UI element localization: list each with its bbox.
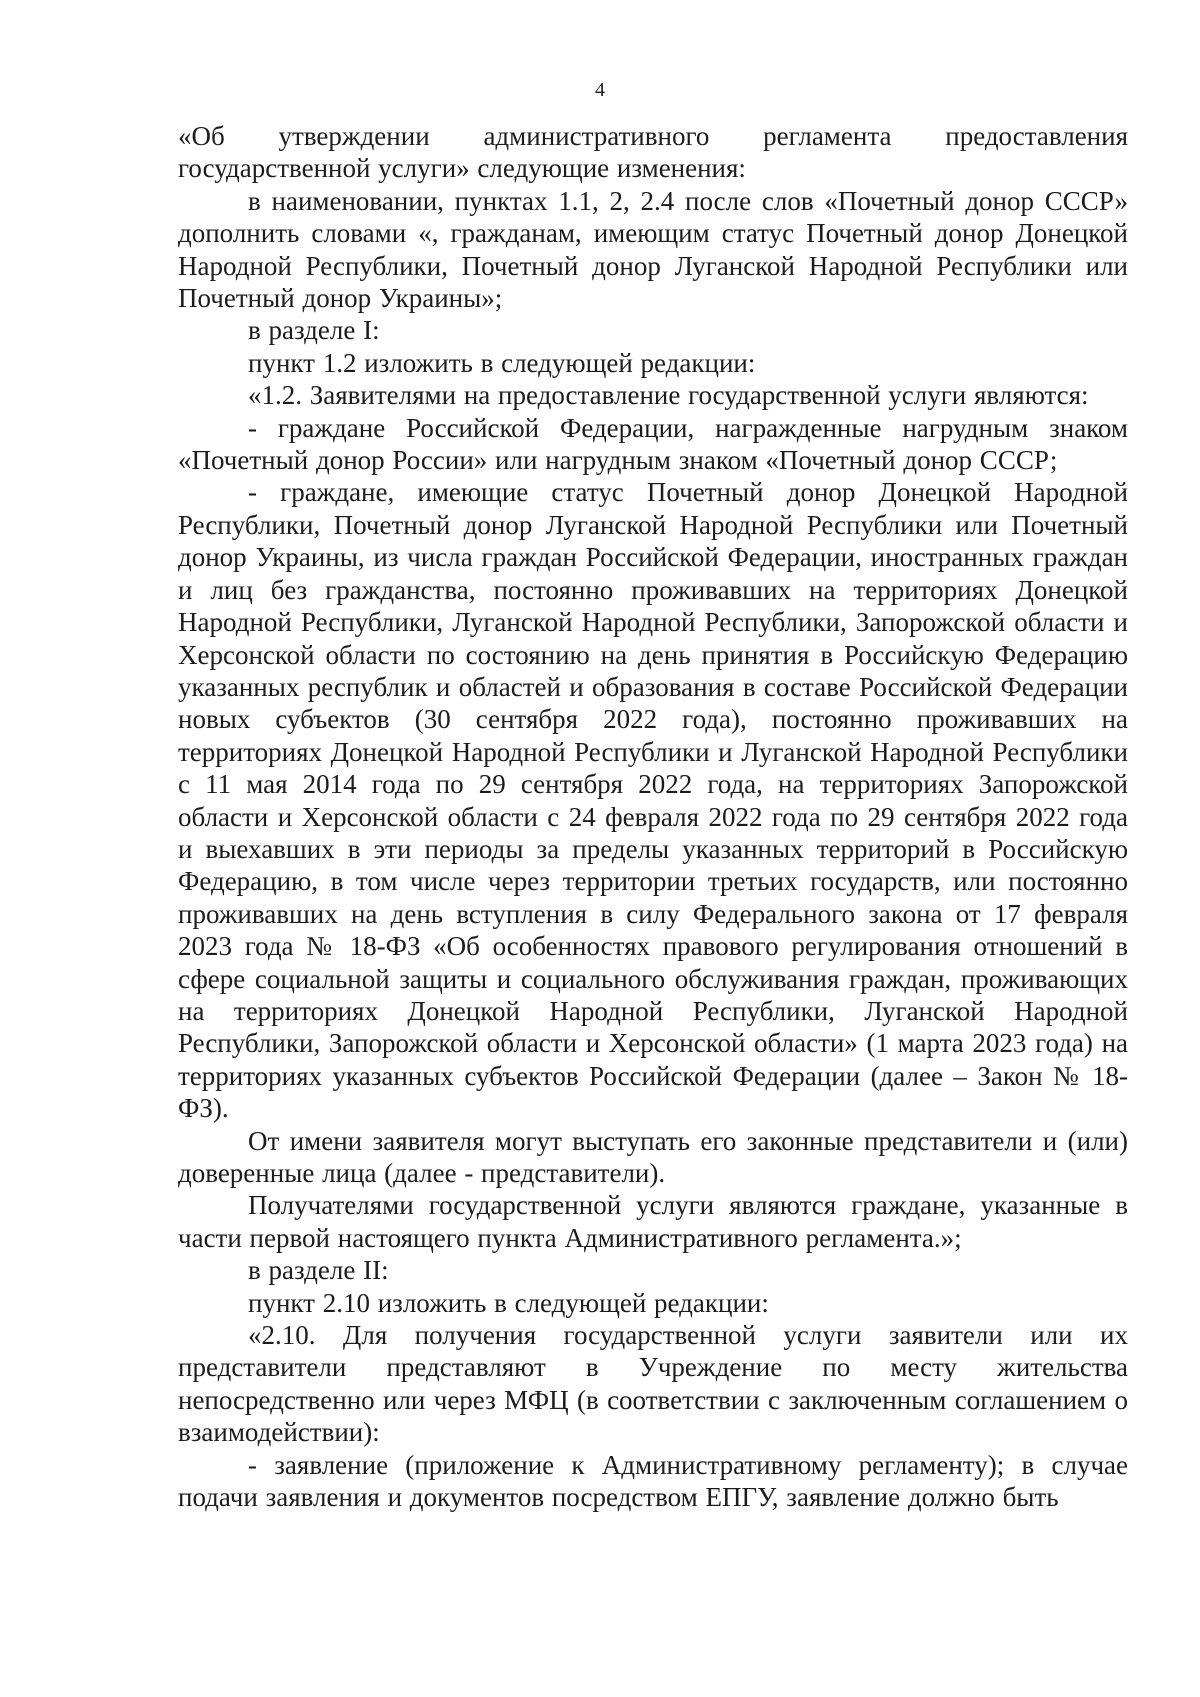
paragraph: От имени заявителя могут выступать его законные представители и (или) доверенные лица (далее - представители). bbox=[178, 1125, 1128, 1188]
page-number: 4 bbox=[595, 79, 605, 101]
document-body bbox=[178, 120, 1128, 1513]
paragraph: - заявление (приложение к Административному регламенту); в случае подачи заявления и документов посредством ЕПГУ, заявление должно быть bbox=[178, 1449, 1128, 1513]
paragraph: «2.10. Для получения государственной услуги заявители или их представители представляют в Учреждение по месту жительства непосредственно или через МФЦ (в соответствии с заключенным соглашением о взаимодействии): bbox=[178, 1320, 1128, 1448]
paragraph: Получателями государственной услуги являются граждане, указанные в части первой настоящего пункта Административного регламента.»; bbox=[178, 1190, 1128, 1253]
paragraph: в наименовании, пунктах 1.1, 2, 2.4 после слов «Почетный донор СССР» дополнить словами «, гражданам, имеющим статус Почетный донор Донецкой Народной Республики, Почетный донор Луганской Народной Республики или Почетный донор Украины»; bbox=[178, 185, 1128, 314]
paragraph: «1.2. Заявителями на предоставление государственной услуги являются: bbox=[248, 380, 1089, 411]
paragraph: пункт 1.2 изложить в следующей редакции: bbox=[248, 347, 756, 378]
paragraph: «Об утверждении административного регламента предоставления государственной услуги» следующие изменения: bbox=[178, 121, 1128, 184]
paragraph: в разделе I: bbox=[248, 315, 380, 346]
paragraph: - граждане, имеющие статус Почетный донор Донецкой Народной Республики, Почетный донор Луганской Народной Республики или Почетный донор Украины, из числа граждан Российской Федерации, иностранных граждан и лиц без гражданства, постоянно проживавших на территориях Донецкой Народной Республики, Луганской Народной Республики, Запорожской области и Херсонской области по состоянию на день принятия в Российскую Федерацию указанных республик и областей и образования в составе Российской Федерации новых субъектов (30 сентября 2022 года), постоянно проживавших на территориях Донецкой Народной Республики и Луганской Народной Республики с 11 мая 2014 года по 29 сентября 2022 года, на территориях Запорожской области и Херсонской области с 24 февраля 2022 года по 29 сентября 2022 года и выехавших в эти периоды за пределы указанных территорий в Российскую Федерацию, в том числе через территории третьих государств, или постоянно проживавших на день вступления в силу Федерального закона от 17 февраля 2023 года № 18-ФЗ «Об особенностях правового регулирования отношений в сфере социальной защиты и социального обслуживания граждан, проживающих на территориях Донецкой Народной Республики, Луганской Народной Республики, Запорожской области и Херсонской области» (1 марта 2023 года) на территориях указанных субъектов Российской Федерации (далее – Закон № 18-ФЗ). bbox=[178, 477, 1128, 1124]
paragraph: в разделе II: bbox=[248, 1255, 389, 1286]
paragraph: - граждане Российской Федерации, награжденные нагрудным знаком «Почетный донор России» или нагрудным знаком «Почетный донор СССР; bbox=[178, 412, 1128, 476]
paragraph: пункт 2.10 изложить в следующей редакции: bbox=[248, 1287, 769, 1318]
